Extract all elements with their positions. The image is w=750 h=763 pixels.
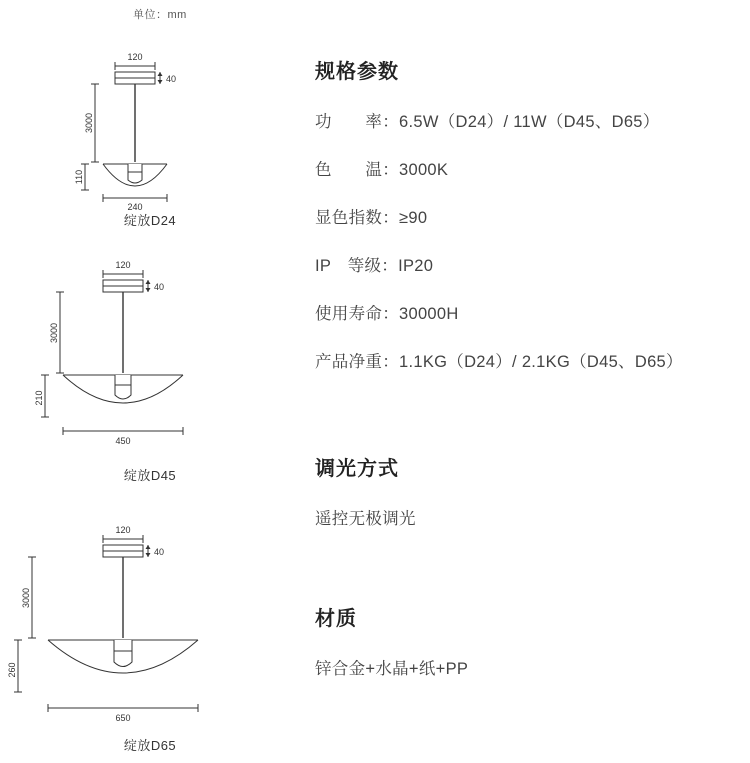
dim-shade-width-d45: 450 [115,436,131,446]
dim-canopy-width-d65: 120 [115,525,131,535]
dimming-title: 调光方式 [315,458,399,480]
spec-cri: 显色指数：≥90 [315,209,428,227]
figure-d65 [0,520,300,735]
spec-ip-rating: IP 等级：IP20 [315,257,434,275]
figure-d45 [0,255,300,455]
figure-d24 [0,22,300,212]
dimming-text: 遥控无极调光 [315,510,416,528]
specs-title: 规格参数 [315,61,399,83]
spec-lifespan: 使用寿命：30000H [315,305,459,323]
dim-drop-d65: 3000 [21,587,31,609]
spec-color-temperature: 色 温：3000K [315,161,449,179]
dim-canopy-width-d45: 120 [115,260,131,270]
dim-canopy-height-d24: 40 [166,74,177,84]
drawings-column [0,0,300,763]
dim-shade-width-d65: 650 [115,713,131,723]
dim-shade-height-d45: 210 [34,390,44,406]
dim-shade-height-d65: 260 [7,662,17,678]
figure-caption-d24: 绽放D24 [123,213,177,228]
dim-drop-d45: 3000 [49,322,59,344]
figure-caption-d65: 绽放D65 [123,738,177,753]
unit-note: 单位：mm [133,9,187,21]
dim-shade-height-d24: 110 [74,169,84,185]
spec-net-weight: 产品净重：1.1KG（D24）/ 2.1KG（D45、D65） [315,353,683,371]
figure-caption-d45: 绽放D45 [123,468,177,483]
material-title: 材质 [315,608,357,630]
dim-shade-width-d24: 240 [127,202,143,212]
dim-canopy-width-d24: 120 [127,52,143,62]
dim-canopy-height-d45: 40 [154,282,165,292]
material-text: 锌合金+水晶+纸+PP [315,660,469,678]
dim-drop-d24: 3000 [84,112,94,134]
dim-canopy-height-d65: 40 [154,547,165,557]
spec-power: 功 率：6.5W（D24）/ 11W（D45、D65） [315,113,660,131]
